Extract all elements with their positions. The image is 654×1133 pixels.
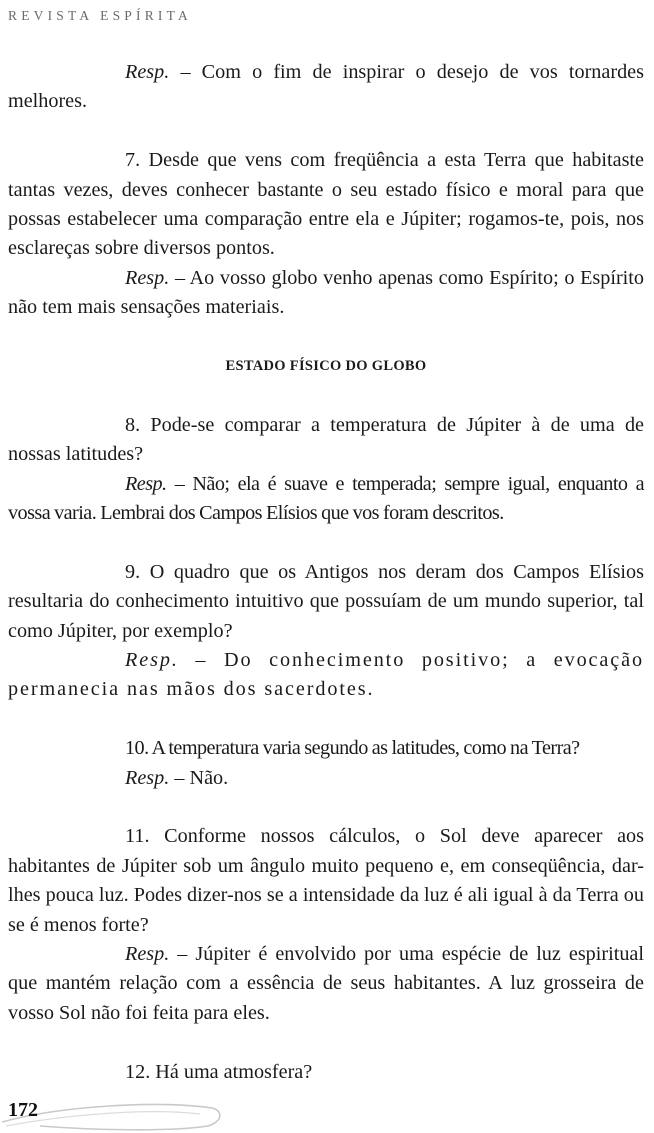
answer-9 [8, 646, 644, 705]
answer-text: – Com o fim de inspirar o desejo de vos tornardes melhores. [8, 61, 644, 113]
answer-8 [8, 470, 644, 529]
running-head: REVISTA ESPÍRITA [8, 8, 192, 23]
resp-label: Resp. [125, 943, 170, 966]
question-12: 12. Há uma atmosfera? [125, 1060, 313, 1083]
resp-label: Resp. [125, 649, 179, 672]
answer-text: – Ao vosso globo venho apenas como Espírito; o Espírito não tem mais sensações materiais. [8, 266, 644, 319]
resp-label: Resp. [125, 61, 170, 83]
question-7: 7. Desde que vens com freqüência a esta Terra que habitaste tantas vezes, deves conhecer bastante o seu estado físico e moral para que possas estabelecer uma comparação entre ela e Júpiter; rogamos-te, pois, nos esclareças sobre diversos pontos. [8, 149, 644, 260]
resp-label: Resp. [125, 472, 167, 495]
question-9: 9. O quadro que os Antigos nos deram dos Campos Elísios resultaria do conhecimento intuitivo que possuíam de um mundo superior, tal como Júpiter, por exemplo? [8, 560, 644, 642]
answer-11 [8, 940, 644, 1028]
page-body [8, 58, 644, 1087]
answer-text: – Júpiter é envolvido por uma espécie de luz espiritual que mantém relação com a essência de seus habitantes. A luz grosseira de vosso Sol não foi feita para eles. [8, 943, 644, 1024]
question-11: 11. Conforme nossos cálculos, o Sol deve aparecer aos habitantes de Júpiter sob um ângulo muito pequeno e, em conseqüência, dar-lhes pouca luz. Podes dizer-nos se a intensidade da luz é ali igual à da Terra ou se é menos forte? [8, 825, 644, 936]
page-number: 172 [8, 1099, 38, 1121]
resp-label: Resp. [125, 766, 170, 789]
section-heading: ESTADO FÍSICO DO GLOBO [225, 358, 427, 375]
resp-label: Resp. [125, 266, 170, 289]
answer-6 [8, 58, 644, 117]
answer-text: – Não; ela é suave e temperada; sempre igual, enquanto a vossa varia. Lembrai dos Campos Elísios que vos foram descritos. [8, 472, 644, 525]
answer-text: – Do conhecimento positivo; a evocação permanecia nas mãos dos sacerdotes. [8, 649, 644, 701]
question-8: 8. Pode-se comparar a temperatura de Júpiter à de uma de nossas latitudes? [8, 413, 644, 466]
question-10: 10. A temperatura varia segundo as latitudes, como na Terra? [125, 737, 580, 760]
answer-7 [8, 264, 644, 323]
answer-text: – Não. [169, 766, 229, 789]
answer-10 [8, 764, 644, 793]
